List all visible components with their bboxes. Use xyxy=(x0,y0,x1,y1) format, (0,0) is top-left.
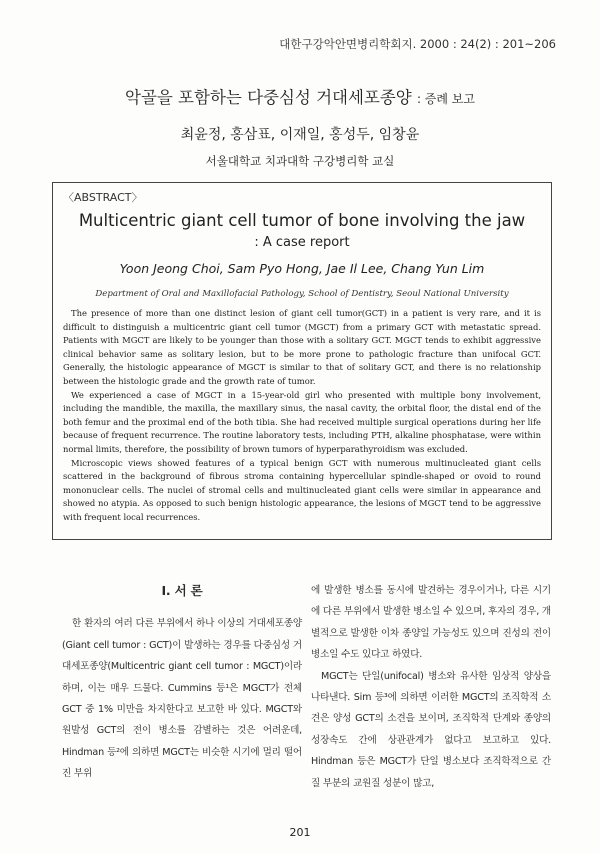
english-subtitle: : A case report xyxy=(254,235,350,250)
body-paragraph: MGCT는 단일(unifocal) 병소와 유사한 임상적 양상을 나타낸다. Sim 등³에 의하면 이러한 MGCT의 조직학적 소견은 양성 GCT의 소견을 보이며, 조직학적 단계와 종양의 성장속도 간에 상관관계가 없다고 보고하고 있다. Hindman 등은 MGCT가 단일 병소보다 조직학적으로 간질 부분의 교원질 성분이 많고, xyxy=(311,670,551,789)
abstract-box xyxy=(52,182,552,540)
korean-authors: 최윤정, 홍삼표, 이재일, 홍성두, 임창윤 xyxy=(180,127,420,143)
abstract-label: 〈ABSTRACT〉 xyxy=(63,191,143,204)
english-title: Multicentric giant cell tumor of bone involving the jaw xyxy=(78,211,526,230)
body-paragraph: 한 환자의 여러 다른 부위에서 하나 이상의 거대세포종양(Giant cell tumor : GCT)이 발생하는 경우를 다중심성 거대세포종양(Multicentric giant cell tumor : MGCT)이라 하며, 이는 매우 드물다. Cummins 등¹은 MGCT가 전체 GCT 중 1% 미만을 차지한다고 보고한 바 있다. MGCT와 원발성 GCT의 전이 병소를 감별하는 것은 어려운데, Hindman 등²에 의하면 MGCT는 비슷한 시기에 멀리 떨어진 부위 xyxy=(62,618,302,780)
body-column-left xyxy=(62,578,302,785)
abstract-body xyxy=(63,307,541,525)
page-number: 201 xyxy=(289,826,311,839)
korean-title xyxy=(0,84,600,108)
korean-title-sub: : 증례 보고 xyxy=(416,92,475,106)
abstract-paragraph: Microscopic views showed features of a typical benign GCT with numerous multinucleated giant cells scattered in the background of fibrous stroma containing hypercellular spindle-shaped or ovoid to round mononuclear cells. The nuclei of stromal cells and multinucleated giant cells were similar in appearance and showed no atypia. As opposed to such benign histologic appearance, the lesions of MGCT tend to be aggressive with frequent local recurrences. xyxy=(63,457,541,522)
journal-citation: 대한구강악안면병리학회지. 2000 : 24(2) : 201~206 xyxy=(279,37,556,51)
section-heading: I. 서 론 xyxy=(161,583,203,598)
body-column-right xyxy=(311,580,551,794)
korean-title-main: 악골을 포함하는 다중심성 거대세포종양 xyxy=(125,88,412,107)
abstract-paragraph: We experienced a case of MGCT in a 15-year-old girl who presented with multiple bony involvement, including the mandible, the maxilla, the maxillary sinus, the nasal cavity, the orbital floor, the distal end of the both femur and the proximal end of the both tibia. She had received multiple surgical operations during her life because of frequent recurrence. The routine laboratory tests, including PTH, alkaline phosphatase, were within normal limits, therefore, the possibility of brown tumors of hyperparathyroidism was excluded. xyxy=(63,389,541,454)
english-authors: Yoon Jeong Choi, Sam Pyo Hong, Jae Il Lee, Chang Yun Lim xyxy=(119,261,485,276)
abstract-paragraph: The presence of more than one distinct lesion of giant cell tumor(GCT) in a patient is very rare, and it is difficult to distinguish a multicentric giant cell tumor (MGCT) from a primary GCT with metastatic spread. Patients with MGCT are likely to be younger than those with a solitary GCT. MGCT tends to exhibit aggressive clinical behavior same as solitary lesion, but to be more prone to pathologic fracture than unifocal GCT. Generally, the histologic appearance of MGCT is similar to that of solitary GCT, and there is no relationship between the histologic grade and the growth rate of tumor. xyxy=(63,308,541,386)
english-department: Department of Oral and Maxillofacial Pathology, School of Dentistry, Seoul National University xyxy=(95,289,509,299)
body-paragraph: 에 발생한 병소를 동시에 발견하는 경우이거나, 다른 시기에 다른 부위에서 발생한 병소일 수 있으며, 후자의 경우, 개별적으로 발생한 이차 종양일 가능성도 있으며 진성의 전이 병소일 수도 있다고 하였다. xyxy=(311,585,551,661)
korean-affiliation: 서울대학교 치과대학 구강병리학 교실 xyxy=(205,154,395,168)
